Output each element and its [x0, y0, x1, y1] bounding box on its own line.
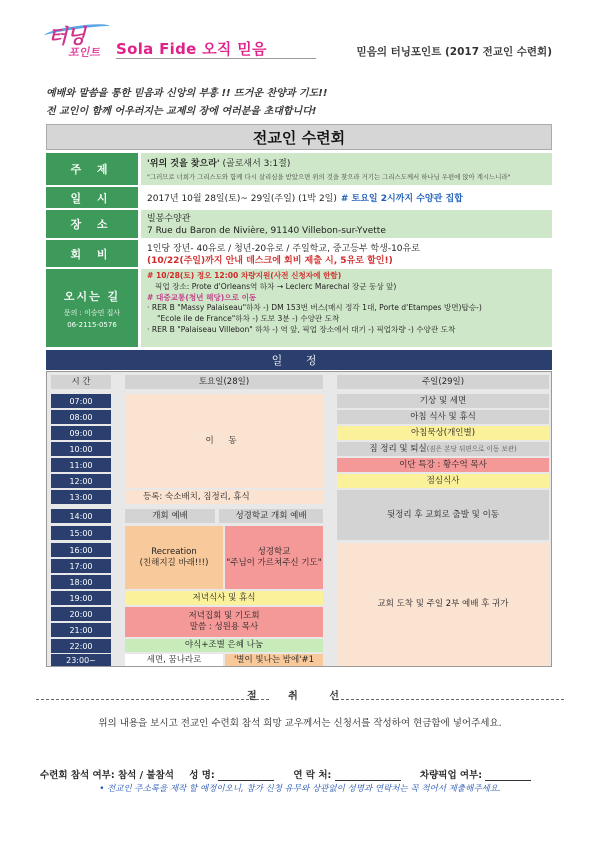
directions-ecole: "Ecole ile de France"하차 -) 도보 3분 -) 수양관 도착: [157, 314, 340, 324]
directions-label: [46, 269, 138, 349]
pickup-field[interactable]: [485, 771, 531, 781]
intro-line-1: 예배와 말씀을 통한 믿음과 신앙의 부흥 !! 뜨거운 찬양과 기도!!: [46, 88, 328, 99]
fee-discount: (10/22(주일)까지 안내 데스크에 회비 제출 시, 5유로 할인!): [147, 256, 393, 266]
sat-stars-night: '별이 빛나는 밤에'#1: [225, 654, 323, 666]
sat-move: 이 동: [125, 394, 323, 488]
sun-lunch: 점심식사: [337, 474, 549, 488]
time-slot: 10:00: [51, 442, 111, 456]
sat-dinner: 저녁식사 및 휴식: [125, 591, 323, 605]
col-sat-header: 토요일(28일): [125, 375, 323, 389]
name-field[interactable]: [218, 771, 274, 781]
address-book-note: • 전교인 주소록을 제작 할 예정이오니, 참가 신청 유무와 상관없이 성명과 연락처는 꼭 적어서 제출해주세요.: [99, 784, 501, 794]
time-slot: 14:00: [51, 509, 111, 523]
logo-text-top: 터닝: [48, 24, 85, 48]
time-slot: 23:00~: [51, 654, 111, 666]
sat-evening-service: 저녁집회 및 기도회 말씀 : 성원용 목사: [125, 607, 323, 637]
theme-ref: (골로새서 3:1절): [219, 159, 291, 169]
page-subtitle: 믿음의 터닝포인트 (2017 전교인 수련회): [356, 46, 552, 58]
fee-line: 1인당 장년- 40유로 / 청년-20유로 / 주일학교, 중고등부 학생-10유로: [147, 244, 420, 254]
sat-bible-open: 성경학교 개회 예배: [219, 509, 323, 523]
time-slot: 21:00: [51, 623, 111, 637]
schedule-header: 일 정: [46, 350, 552, 370]
time-slot: 18:00: [51, 575, 111, 589]
directions-rer-massy: · RER B "Massy Palaiseau"하차 -) DM 153번 버스(매시 정각 1대, Porte d'Etampes 방면)탑승-): [147, 303, 482, 313]
directions-contact: 문의 : 이승민 집사: [63, 308, 121, 317]
submission-notice: 위의 내용을 보시고 전교인 수련회 참석 희망 교우께서는 신청서를 작성하여 현금함에 넣어주세요.: [98, 718, 502, 729]
time-slot: 12:00: [51, 474, 111, 488]
sun-checkout-text: 짐 정리 및 퇴실: [369, 443, 427, 454]
logo: [44, 20, 116, 62]
time-slot: 17:00: [51, 559, 111, 573]
directions-public: # 대중교통(청년 해당)으로 이동: [147, 292, 257, 302]
date-label: 일 시: [46, 187, 138, 210]
time-slot: 08:00: [51, 410, 111, 424]
place-name: 빌봉수양관: [147, 214, 191, 224]
theme-value: [141, 153, 552, 187]
theme-label: 주 제: [46, 153, 138, 187]
attend-field-label: 수련회 참석 여부: 참석 / 불참석: [40, 770, 174, 781]
time-slot: 16:00: [51, 543, 111, 557]
pickup-field-label: 차량픽업 여부:: [419, 770, 483, 781]
theme-main: '위의 것을 찾으라': [147, 159, 220, 169]
sun-qt: 아침묵상(개인별): [337, 426, 549, 440]
time-slot: 13:00: [51, 490, 111, 504]
sun-checkout: [337, 442, 549, 456]
sun-checkout-note: (짐은 본당 뒤편으로 이동 보관): [426, 444, 517, 453]
sun-closing: 뒷정리 후 교회로 출발 및 이동: [337, 490, 549, 540]
name-field-label: 성 명:: [189, 770, 215, 781]
info-row-place: [46, 210, 552, 240]
directions-phone: 06-2115-0576: [67, 320, 117, 329]
sat-snack: 야식+조별 은혜 나눔: [125, 639, 323, 652]
directions-value: [141, 269, 552, 349]
brand-title: Sola Fide 오직 믿음: [116, 40, 267, 58]
intro-line-2: 전 교인이 함께 어우러지는 교제의 장에 여러분을 초대합니다!: [46, 106, 317, 117]
directions-pickup: 픽업 장소: Prote d'Orleans역 하차 → Leclerc Marechal 장군 동상 앞): [155, 281, 397, 291]
time-slot: 22:00: [51, 639, 111, 653]
time-slot: 15:00: [51, 526, 111, 540]
brand-underline: [116, 58, 316, 59]
sun-breakfast: 아침 식사 및 휴식: [337, 410, 549, 424]
time-slot: 20:00: [51, 607, 111, 621]
info-row-date: [46, 187, 552, 210]
date-value: [141, 187, 552, 210]
contact-field[interactable]: [335, 771, 401, 781]
sun-arrive: 교회 도착 및 주일 2부 예배 후 귀가: [337, 543, 549, 666]
place-address: 7 Rue du Baron de Nivière, 91140 Villebon-sur-Yvette: [147, 226, 386, 236]
contact-field-label: 연 락 처:: [293, 770, 332, 781]
sun-lecture: 이단 특강 : 황수억 목사: [337, 458, 549, 472]
info-row-directions: [46, 269, 552, 349]
theme-verse: "그러므로 너희가 그리스도와 함께 다시 살리심을 받았으면 위의 것을 찾으라 거기는 그리스도께서 하나님 우편에 앉아 계시느니라": [147, 173, 511, 181]
page-title: 전교인 수련회: [46, 124, 552, 150]
logo-text-bottom: 포인트: [68, 46, 100, 59]
date-note: # 토요일 2시까지 수양관 집합: [340, 194, 463, 204]
date-main: 2017년 10월 28일(토)~ 29일(주일) (1박 2일): [147, 194, 337, 204]
time-slot: 11:00: [51, 458, 111, 472]
directions-rer-palaiseau: · RER B "Palaiseau Villebon" 하차 -) 역 앞, 픽업 장소에서 대기 -) 픽업차량 -) 수양관 도착: [147, 324, 456, 334]
time-slot: 07:00: [51, 394, 111, 408]
directions-title: 오시는 길: [63, 289, 121, 303]
place-value: [141, 210, 552, 240]
directions-car: # 10/28(토) 정오 12:00 차량지원(사전 신청자에 한함): [147, 271, 342, 280]
col-sun-header: 주일(29일): [337, 375, 549, 389]
info-row-fee: [46, 240, 552, 269]
signup-form: [40, 767, 560, 781]
sat-open-worship: 개회 예배: [125, 509, 215, 523]
cut-label: 절 취 선: [247, 691, 353, 702]
time-slot: 09:00: [51, 426, 111, 440]
sat-recreation: Recreation (친해지길 바래!!!): [125, 526, 223, 589]
sat-wash: 세면, 꿈나라로: [125, 654, 223, 666]
info-row-theme: [46, 153, 552, 187]
sun-wake: 기상 및 세면: [337, 394, 549, 408]
place-label: 장 소: [46, 210, 138, 240]
sat-bible-school: 성경학교 "주님이 가르쳐주신 기도": [225, 526, 323, 589]
fee-label: 회 비: [46, 240, 138, 269]
col-time-header: 시 간: [51, 375, 111, 389]
time-slot: 19:00: [51, 591, 111, 605]
sat-register: 등록: 숙소배치, 짐정리, 휴식: [125, 490, 323, 504]
schedule-grid: [46, 371, 552, 667]
fee-value: [141, 240, 552, 269]
